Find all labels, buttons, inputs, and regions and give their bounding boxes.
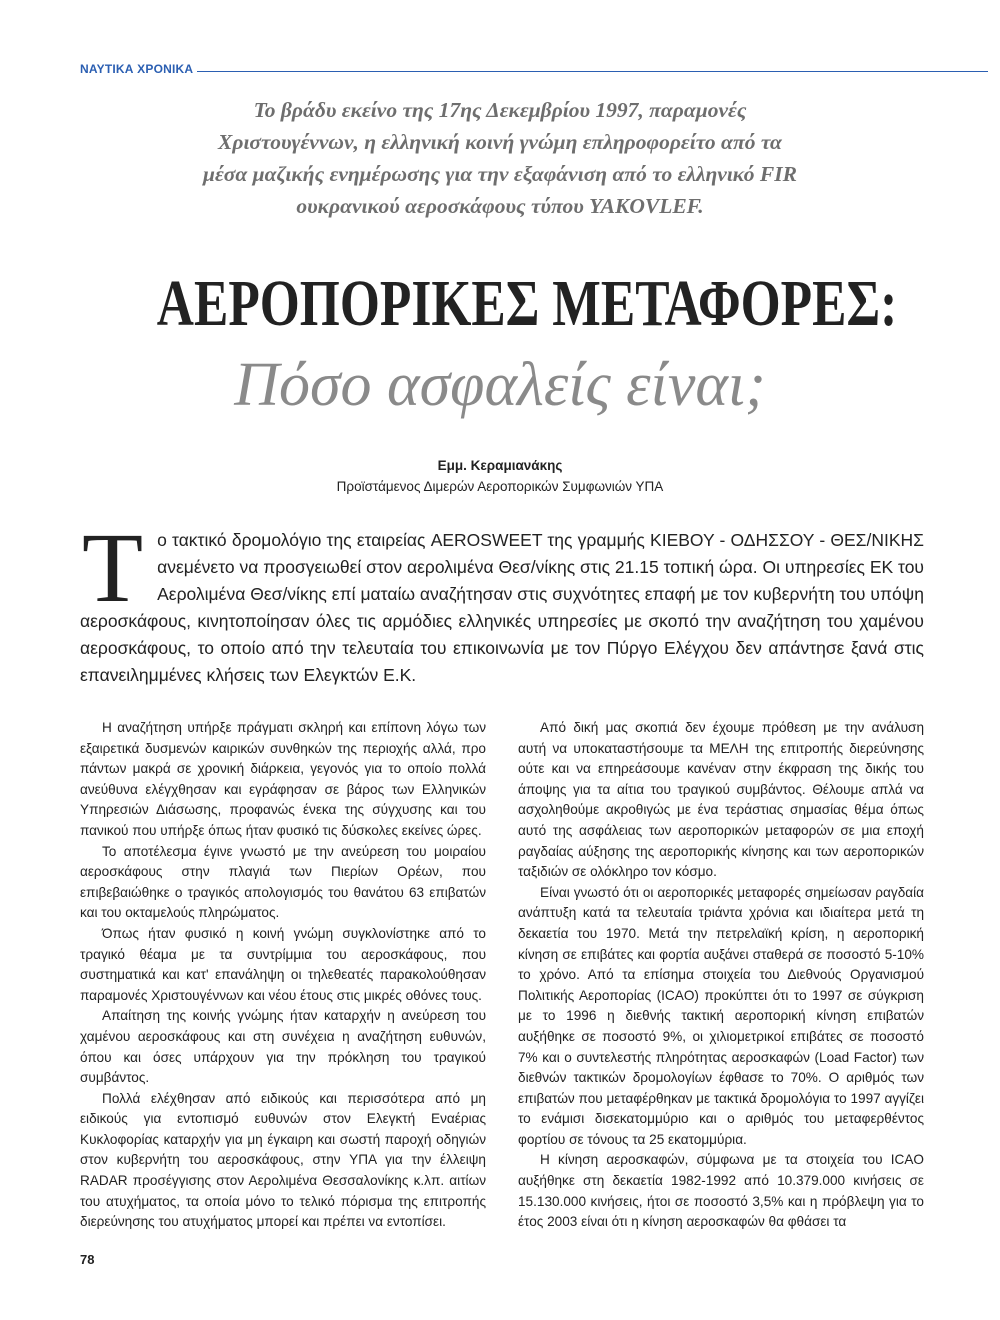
lead-paragraph <box>80 512 924 689</box>
body-paragraph: Το αποτέλεσμα έγινε γνωστό με την ανεύρεση του μοιραίου αεροσκάφους στην πλαγιά των Πιερίων Ορέων, που επιβεβαιώθηκε ο τραγικός απολογισμός του θανάτου 63 επιβατών και του οκταμελούς πληρώματος. <box>80 843 486 921</box>
article-headline: ΑΕΡΟΠΟΡΙΚΕΣ ΜΕΤΑΦΟΡΕΣ: <box>156 267 898 340</box>
body-paragraph: Η αναζήτηση υπήρξε πράγματι σκληρή και επίπονη λόγω των εξαιρετικά δυσμενών καιρικών συνθηκών της περιοχής αλλά, προ πάντων μακρά σε χρονική διάρκεια, γεγονός για το οποίο πολλά ανεύθυνα ελέγχθησαν και εγράφησαν σε βάρος των Ελληνικών Υπηρεσιών Διάσωσης, προφανώς ένεκα της σύγχυσης και του πανικού που υπήρξε όπως ήταν φυσικό τις δύσκολες εκείνες ώρες. <box>80 720 486 838</box>
intro-paragraph <box>100 94 900 222</box>
body-paragraph: Απαίτηση της κοινής γνώμης ήταν καταρχήν η ανεύρεση του χαμένου αεροσκάφους και στη συνέχεια η αναζήτηση ευθυνών, όπου και όσες υπάρχουν για την πρόκληση του τραγικού συμβάντος. <box>80 1008 486 1086</box>
running-head <box>80 62 988 82</box>
lead-text: ο τακτικό δρομολόγιο της εταιρείας AEROSWEET της γραμμής ΚΙΕΒΟΥ - ΟΔΗΣΣΟΥ - ΘΕΣ/ΝΙΚΗΣ ανεμένετο να προσγειωθεί στον αερολιμένα Θεσ/νίκης στις 21.15 τοπική ώρα. Οι υπηρεσίες ΕΚ του Αερολιμένα Θεσ/νίκης επί ματαίω αναζήτησαν στις συχνότητες επαφή με τον κυβερνήτη του υπόψη αεροσκάφους, κινητοποίησαν όλες τις αρμόδιες ελληνικές υπηρεσίες με σκοπό την αναζήτηση του χαμένου αεροσκάφους, το οποίο από την τελευταία του επικοινωνία με τον Πύργο Ελέγχου δεν απάντησε ξανά στις επανειλημμένες κλήσεις των Ελεγκτών Ε.Κ. <box>80 530 924 685</box>
intro-line: μέσα μαζικής ενημέρωσης για την εξαφάνιση από το ελληνικό FIR <box>203 162 797 186</box>
intro-line: Το βράδυ εκείνο της 17ης Δεκεμβρίου 1997, παραμονές <box>253 98 747 122</box>
byline <box>200 455 800 497</box>
body-paragraph: Είναι γνωστό ότι οι αεροπορικές μεταφορές σημείωσαν ραγδαία ανάπτυξη κατά τα τελευταία τριάντα χρόνια και ιδιαίτερα μετά τη δεκαετία του 1970. Μετά την πετρελαϊκή κρίση, η αεροπορική κίνηση σε επιβάτες και φορτία αυξάνει σταθερά σε ποσοστό 5-10% το χρόνο. Από τα επίσημα στοιχεία του Διεθνούς Οργανισμού Πολιτικής Αεροπορίας (ICAO) προκύπτει ότι το 1997 σε σύγκριση με το 1996 η διεθνής τακτική αεροπορική κίνηση επιβατών αυξήθηκε σε ποσοστό 9%, οι χιλιομετρικοί επιβάτες σε ποσοστό 7% και ο συντελεστής πληρότητας αεροσκαφών (Load Factor) των διεθνών τακτικών δρομολογίων έφθασε το 70%. Ο αριθμός των επιβατών που μεταφέρθηκαν με τακτικά δρομολόγια το 1997 αγγίζει το ενάμισι δισεκατομμύριο και ο αριθμός του μεταφερθέντος φορτίου σε τόνους τα 25 εκατομμύρια. <box>518 884 925 1147</box>
page-number: 78 <box>80 1252 95 1267</box>
body-paragraph: Από δική μας σκοπιά δεν έχουμε πρόθεση με την ανάλυση αυτή να υποκαταστήσουμε τα ΜΕΛΗ της επιτροπής διερεύνησης ούτε και να επηρεάσουμε κανέναν στην έκφραση της δικής του άποψης για τα αίτια του τραγικού συμβάντος. Θέλουμε απλά να ασχοληθούμε ακροθιγώς με ένα τεράστιας σημασίας θέμα όπως αυτό της ασφάλειας των αεροπορικών μεταφορών σε μια εποχή ραγδαίας αύξησης της αεροπορικής κίνησης και των αεροπορικών ταξιδιών σε ολόκληρο τον κόσμο. <box>518 720 924 880</box>
intro-line: ουκρανικού αεροσκάφους τύπου YAKOVLEF. <box>296 194 704 218</box>
article-subheadline: Πόσο ασφαλείς είναι; <box>234 351 766 419</box>
header-rule <box>190 71 988 72</box>
author-title: Προϊστάμενος Διμερών Αεροπορικών Συμφωνιών ΥΠΑ <box>336 479 664 494</box>
running-head-label: ΝΑΥΤΙΚΑ ΧΡΟΝΙΚΑ <box>80 62 197 76</box>
intro-line: Χριστουγέννων, η ελληνική κοινή γνώμη επληροφορείτο από τα <box>218 130 782 154</box>
body-paragraph: Όπως ήταν φυσικό η κοινή γνώμη συγκλονίστηκε από το τραγικό θέαμα με τα συντρίμμια του αεροσκάφους, που συστηματικά και κατ' επανάληψη οι τηλεθεατές παρακολούθησαν παραμονές Χριστουγέννων και νέου έτους στις μικρές οθόνες τους. <box>80 925 486 1003</box>
body-paragraph: Πολλά ελέχθησαν από ειδικούς και περισσότερα από μη ειδικούς για εντοπισμό ευθυνών στον Ελεγκτή Εναέριας Κυκλοφορίας καταρχήν για μη έγκαιρη και σωστή παροχή οδηγιών στον κυβερνήτη του αεροσκάφους, στην ΥΠΑ για την έλλειψη RADAR προσέγγισης στον Αερολιμένα Θεσσαλονίκης κ.λπ. αιτίων του ατυχήματος, τα οποία μόνο το τελικό πόρισμα της επιτροπής διερεύνησης του ατυχήματος μπορεί και πρέπει να εντοπίσει. <box>80 1090 486 1230</box>
drop-cap: Τ <box>82 512 144 623</box>
left-column <box>80 718 486 1233</box>
right-column <box>518 718 924 1233</box>
author-name: Εμμ. Κεραμιανάκης <box>437 458 563 473</box>
body-paragraph: Η κίνηση αεροσκαφών, σύμφωνα με τα στοιχεία του ICAO αυξήθηκε στη δεκαετία 1982-1992 από 10.379.000 κινήσεις σε 15.130.000 κινήσεις, ήτοι σε ποσοστό 3,5% και η πρόβλεψη για το έτος 2003 είναι ότι η κίνηση αεροσκαφών θα φθάσει τα <box>518 1152 924 1230</box>
